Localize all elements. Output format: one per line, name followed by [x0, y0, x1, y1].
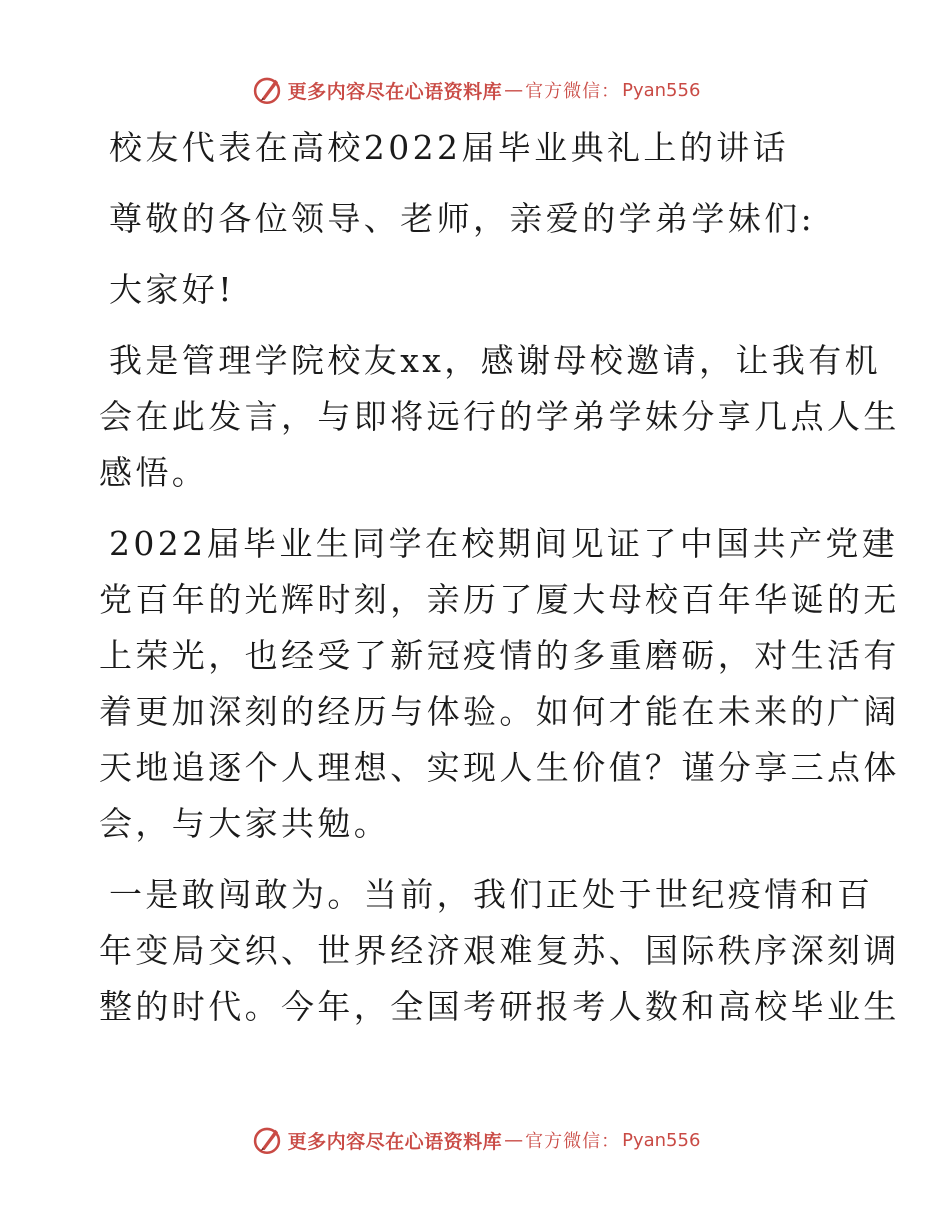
paragraph-line: 年变局交织、世界经济艰难复苏、国际秩序深刻调	[99, 931, 900, 970]
quill-pen-logo-icon	[250, 1123, 284, 1157]
paragraph-line: 一是敢闯敢为。当前，我们正处于世纪疫情和百	[109, 875, 874, 914]
document-title: 校友代表在高校2022届毕业典礼上的讲话	[109, 128, 789, 167]
paragraph-line: 党百年的光辉时刻，亲历了厦大母校百年华诞的无	[99, 580, 900, 619]
banner-wechat-id: Pyan556	[622, 79, 701, 101]
document-body	[99, 120, 900, 1035]
paragraph-line: 着更加深刻的经历与体验。如何才能在未来的广阔	[99, 692, 900, 731]
banner-wechat-label: 官方微信：	[525, 1131, 621, 1152]
salutation: 尊敬的各位领导、老师，亲爱的学弟学妹们:	[109, 199, 816, 238]
quill-pen-logo-icon	[250, 73, 284, 107]
banner-main-text: 更多内容尽在心语资料库	[287, 80, 503, 103]
paragraph-2	[99, 516, 900, 852]
header-watermark-banner	[0, 70, 950, 110]
paragraph-line: 我是管理学院校友xx，感谢母校邀请，让我有机	[109, 341, 882, 380]
paragraph-line: 天地追逐个人理想、实现人生价值？谨分享三点体	[99, 748, 900, 787]
banner-main-text: 更多内容尽在心语资料库	[287, 1130, 503, 1153]
paragraph-line: 感悟。	[99, 453, 209, 492]
paragraph-line: 会在此发言，与即将远行的学弟学妹分享几点人生	[99, 397, 900, 436]
paragraph-1	[99, 333, 900, 501]
footer-watermark-banner	[0, 1120, 950, 1160]
banner-dash: —	[504, 1129, 524, 1151]
paragraph-3	[99, 867, 900, 1035]
paragraph-line: 整的时代。今年，全国考研报考人数和高校毕业生	[99, 987, 900, 1026]
greeting: 大家好!	[109, 270, 235, 309]
paragraph-line: 上荣光，也经受了新冠疫情的多重磨砺，对生活有	[99, 636, 900, 675]
banner-wechat-label: 官方微信：	[525, 81, 621, 102]
paragraph-line: 2022届毕业生同学在校期间见证了中国共产党建	[109, 524, 899, 563]
banner-dash: —	[504, 79, 524, 101]
banner-wechat-id: Pyan556	[622, 1129, 701, 1151]
paragraph-line: 会，与大家共勉。	[99, 804, 391, 843]
